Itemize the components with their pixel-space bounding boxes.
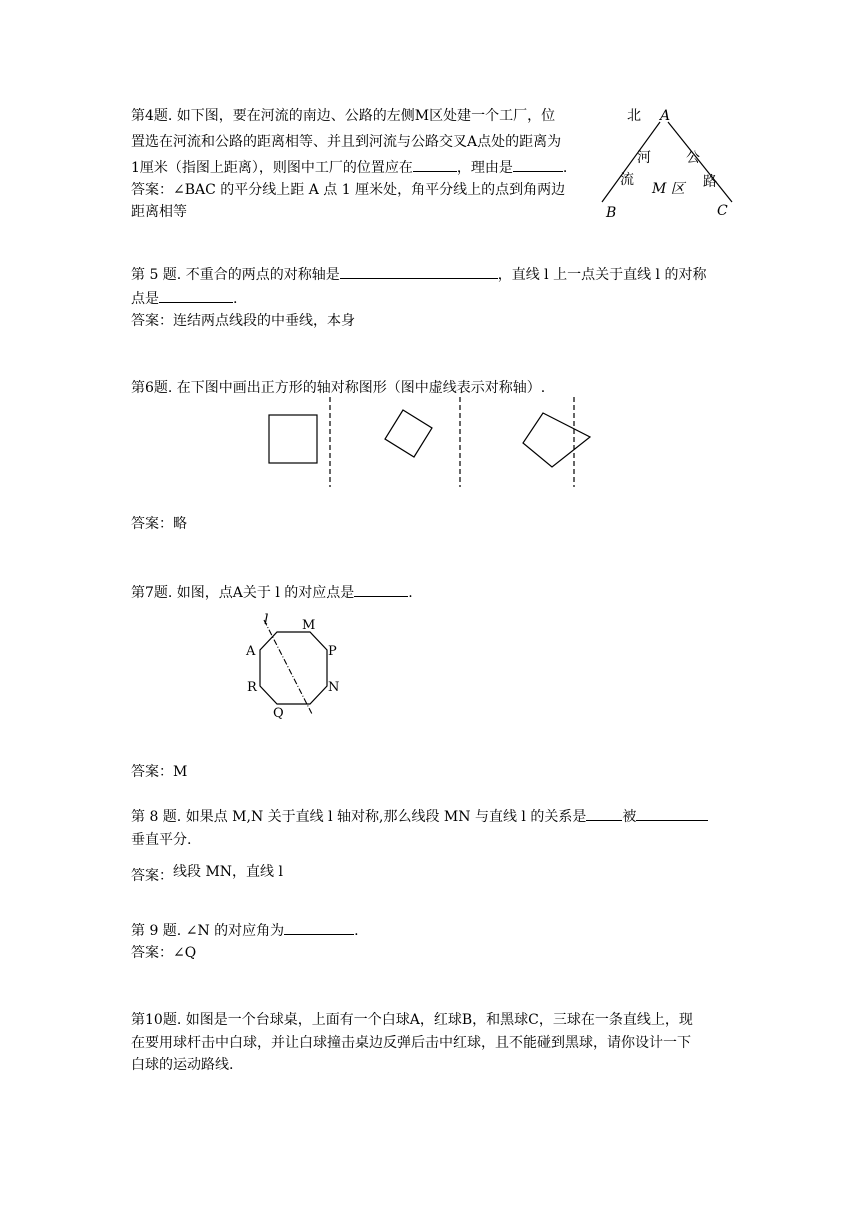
q8-line-1 (131, 806, 708, 827)
q9-blank-1 (284, 920, 354, 935)
q9-answer: 答案：∠Q (131, 945, 197, 961)
q8-line-2: 垂直平分. (131, 832, 192, 848)
q7-octagon-figure (240, 608, 350, 723)
q5-line-2: 点是 . (131, 288, 237, 309)
q4-line-3-text-a: 1厘米（指图上距离），则图中工厂的位置应在 (131, 160, 413, 176)
q6-squares-figure (255, 395, 605, 495)
q6-square-3 (523, 413, 590, 467)
q10-line-3: 白球的运动路线. (131, 1057, 234, 1073)
q8-blank-2 (636, 806, 708, 821)
q4-point-a-label: A (660, 108, 671, 124)
q4-line-3-text-b: ，理由是 (456, 160, 513, 176)
q7-line-1-text: 第7题. 如图，点A关于 l 的对应点是 (131, 585, 355, 601)
q7-point-m-label: M (302, 618, 316, 633)
q8-line-1-text-a: 第 8 题. 如果点 M,N 关于直线 l 轴对称,那么线段 MN 与直线 l 的关系是 (131, 809, 587, 825)
q5-line-2-text: 点是 (131, 291, 159, 307)
q6-line-1: 第6题. 在下图中画出正方形的轴对称图形（图中虚线表示对称轴）. (131, 380, 546, 396)
q6-answer: 答案：略 (131, 516, 187, 532)
q7-point-p-label: P (328, 644, 337, 659)
q4-blank-2 (513, 157, 563, 172)
q6-square-2 (385, 410, 432, 457)
q7-answer: 答案：M (131, 764, 188, 780)
q4-river-road-figure (600, 100, 740, 225)
q4-lu-label: 路 (703, 174, 717, 190)
q5-line-1 (131, 264, 706, 285)
q5-line-1-text-a: 第 5 题. 不重合的两点的对称轴是 (131, 267, 340, 283)
q9-line-1: 第 9 题. ∠N 的对应角为 . (131, 920, 359, 941)
q4-he-label: 河 (637, 150, 651, 166)
q8-line-1-text-b: 被 (622, 809, 637, 825)
q4-point-c-label: C (717, 203, 728, 219)
q9-line-1-text: 第 9 题. ∠N 的对应角为 (131, 923, 285, 939)
q10-line-2: 在要用球杆击中白球，并让白球撞击桌边反弹后击中红球，且不能碰到黑球，请你设计一下 (131, 1035, 691, 1051)
q4-blank-1 (413, 157, 457, 172)
q4-answer-line-2: 距离相等 (131, 204, 187, 220)
q8-answer-label: 答案： (131, 868, 173, 884)
q7-point-a-label: A (246, 644, 256, 659)
q7-point-q-label: Q (273, 706, 284, 721)
q4-line-1: 第4题. 如下图，要在河流的南边、公路的左侧M区处建一个工厂，位 (131, 108, 556, 124)
q5-blank-2 (159, 288, 233, 303)
q7-blank-1 (354, 582, 408, 597)
q5-answer: 答案：连结两点线段的中垂线，本身 (131, 313, 355, 329)
q8-answer-text: 线段 MN，直线 l (173, 864, 283, 880)
q4-m-zone-label: M 区 (652, 181, 685, 197)
q4-gong-label: 公 (686, 150, 700, 166)
q4-north-label: 北 (627, 108, 641, 124)
q7-point-n-label: N (328, 680, 340, 695)
q5-line-1-text-b: ，直线 l 上一点关于直线 l 的对称 (497, 267, 707, 283)
q8-answer (131, 862, 283, 882)
q8-blank-1 (586, 806, 622, 821)
q4-line-2: 置选在河流和公路的距离相等、并且到河流与公路交叉A点处的距离为 (131, 134, 562, 150)
q7-point-r-label: R (247, 680, 257, 695)
q5-blank-1 (340, 264, 498, 279)
q4-liu-label: 流 (620, 172, 634, 188)
q7-line-1: 第7题. 如图，点A关于 l 的对应点是 . (131, 582, 413, 603)
q10-line-1: 第10题. 如图是一个台球桌，上面有一个白球A，红球B，和黑球C，三球在一条直线上，现 (131, 1012, 693, 1028)
q7-axis-l (264, 620, 312, 714)
q7-line-l-label: l (264, 612, 269, 628)
q4-line-3: 1厘米（指图上距离），则图中工厂的位置应在 ，理由是 . (131, 157, 567, 178)
q4-point-b-label: B (606, 205, 617, 221)
q6-square-1 (269, 415, 317, 463)
q4-answer-line-1: 答案：∠BAC 的平分线上距 A 点 1 厘米处，角平分线上的点到角两边 (131, 182, 566, 198)
q7-octagon (260, 632, 327, 704)
